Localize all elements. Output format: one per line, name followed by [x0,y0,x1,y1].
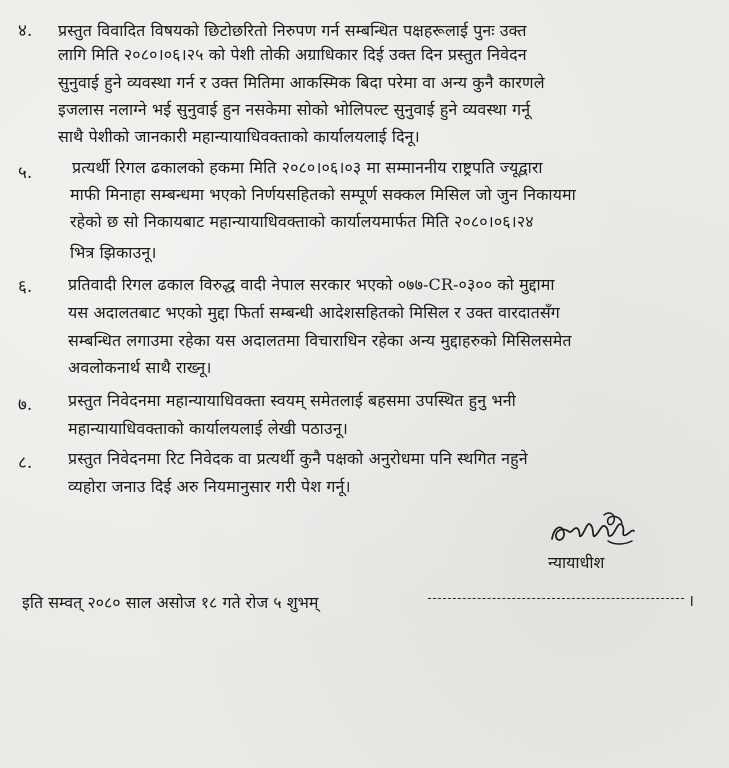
item-line: लागि मिति २०८०।०६।२५ को पेशी तोकी अग्राधिकार दिई उक्त दिन प्रस्तुत निवेदन [58,45,527,64]
item-line: महान्यायाधिवक्ताको कार्यालयलाई लेखी पठाउनू। [68,419,348,438]
closing-dashed-line [428,598,684,599]
item-line: साथै पेशीको जानकारी महान्यायाधिवक्ताको कार्यालयलाई दिनू। [58,127,420,146]
closing-line: इति सम्वत् २०८० साल असोज १८ गते रोज ५ शुभम् [22,593,319,612]
item-number: ७. [18,395,33,415]
item-line: माफी मिनाहा सम्बन्धमा भएको निर्णयसहितको सम्पूर्ण सक्कल मिसिल जो जुन निकायमा [70,185,576,204]
item-number: ४. [18,21,33,41]
item-line: सम्बन्धित लगाउमा रहेका यस अदालतमा विचाराधिन रहेका अन्य मुद्दाहरुको मिसिलसमेत [68,331,572,350]
item-line: व्यहोरा जनाउ दिई अरु नियमानुसार गरी पेश गर्नू। [68,477,351,496]
item-line: रहेको छ सो निकायबाट महान्यायाधिवक्ताको कार्यालयमार्फत मिति २०८०।०६।२४ [70,212,534,231]
item-line: प्रस्तुत निवेदनमा महान्यायाधिवक्ता स्वयम् समेतलाई बहसमा उपस्थित हुनु भनी [68,391,516,410]
item-line: इजलास नलाग्ने भई सुनुवाई हुन नसकेमा सोको भोलिपल्ट सुनुवाई हुने व्यवस्था गर्नू [58,100,531,119]
item-line: अवलोकनार्थ साथै राख्नू। [68,358,212,377]
item-line: यस अदालतबाट भएको मुद्दा फिर्ता सम्बन्धी आदेशसहितको मिसिल र उक्त वारदातसँग [68,303,560,322]
item-line: प्रस्तुत विवादित विषयको छिटोछरितो निरुपण गर्न सम्बन्धित पक्षहरूलाई पुनः उक्त [58,21,527,40]
item-line: प्रस्तुत निवेदनमा रिट निवेदक वा प्रत्यर्थी कुनै पक्षको अनुरोधमा पनि स्थगित नहुने [68,449,528,468]
closing-end-mark: । [688,591,695,610]
item-number: ६. [18,277,33,297]
item-number: ८. [18,453,33,473]
judge-signature [548,505,638,553]
item-line: प्रत्यर्थी रिगल ढकालको हकमा मिति २०८०।०६।०३ मा सम्माननीय राष्ट्रपति ज्यूद्वारा [72,158,543,177]
item-line: सुनुवाई हुने व्यवस्था गर्न र उक्त मितिमा आकस्मिक बिदा परेमा वा अन्य कुनै कारणले [58,73,545,92]
signature-title: न्यायाधीश [548,553,605,572]
item-line: भित्र झिकाउनू। [70,243,157,262]
item-number: ५. [18,163,33,183]
item-line: प्रतिवादी रिगल ढकाल विरुद्ध वादी नेपाल सरकार भएको ०७७-CR-०३०० को मुद्दामा [68,275,555,294]
